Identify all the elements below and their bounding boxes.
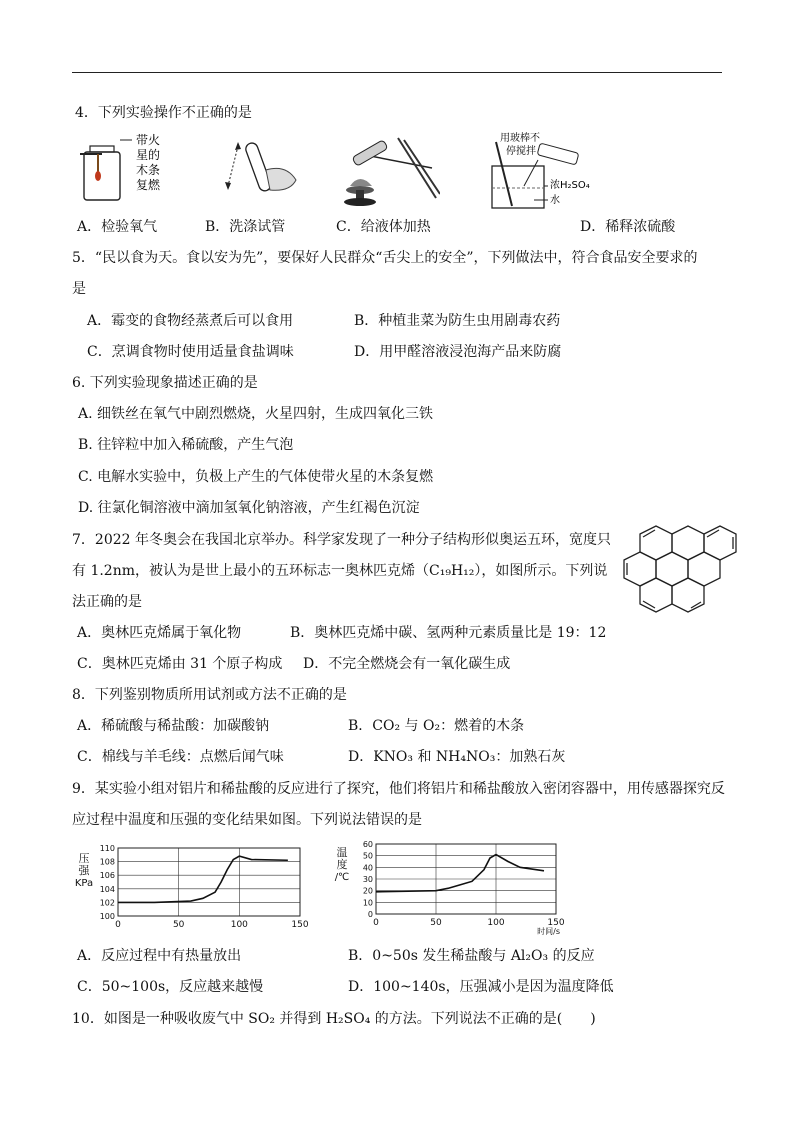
q5-option-a: A．霉变的食物经蒸煮后可以食用 bbox=[87, 313, 294, 329]
x-tick-label: 0 bbox=[115, 920, 121, 930]
y-tick-label: 110 bbox=[99, 844, 115, 853]
y-tick-label: 10 bbox=[362, 898, 373, 908]
q8-option-c: C．棉线与羊毛线：点燃后闻气味 bbox=[77, 749, 284, 765]
q7-option-a: A．奥林匹克烯属于氧化物 bbox=[77, 625, 242, 641]
olympicene-structure bbox=[610, 524, 745, 616]
q6-option-b: B. 往锌粒中加入稀硫酸，产生气泡 bbox=[78, 437, 294, 453]
x-tick-label: 100 bbox=[230, 920, 248, 930]
q4-figure-a bbox=[74, 132, 174, 208]
y-tick-label: 0 bbox=[367, 910, 373, 919]
q7-stem-line3: 法正确的是 bbox=[72, 594, 142, 610]
plot-frame bbox=[118, 848, 300, 916]
x-tick-label: 50 bbox=[172, 920, 185, 930]
q8-stem: 8．下列鉴别物质所用试剂或方法不正确的是 bbox=[72, 687, 347, 703]
q7-option-d: D．不完全燃烧会有一氧化碳生成 bbox=[303, 656, 511, 672]
x-tick-label: 100 bbox=[487, 918, 505, 928]
q6-option-a: A. 细铁丝在氧气中剧烈燃烧，火星四射，生成四氧化三铁 bbox=[78, 406, 434, 422]
temperature-chart bbox=[328, 838, 590, 938]
q9-option-a: A．反应过程中有热量放出 bbox=[77, 948, 242, 964]
y-tick-label: 100 bbox=[99, 912, 115, 921]
q9-option-d: D．100~140s，压强减小是因为温度降低 bbox=[348, 979, 614, 995]
q6-stem: 6. 下列实验现象描述正确的是 bbox=[72, 375, 258, 391]
q5-stem-line1: 5．“民以食为天。食以安为先”，要保好人民群众“舌尖上的安全”，下列做法中，符合食品安全要求的 bbox=[72, 250, 698, 266]
q5-option-b: B．种植韭菜为防生虫用剧毒农药 bbox=[354, 313, 561, 329]
q4-figure-c bbox=[340, 128, 440, 208]
fig-a-label-4: 复燃 bbox=[136, 178, 161, 192]
x-axis-label: 时间/s bbox=[537, 927, 560, 936]
q10-stem: 10．如图是一种吸收废气中 SO₂ 并得到 H₂SO₄ 的方法。下列说法不正确的是( ) bbox=[72, 1011, 596, 1027]
fig-d-label-acid: 浓H₂SO₄ bbox=[550, 180, 590, 191]
y-axis-label: 温 bbox=[336, 846, 348, 859]
q5-option-d: D．用甲醛溶液浸泡海产品来防腐 bbox=[354, 344, 562, 360]
y-tick-label: 106 bbox=[99, 871, 115, 881]
y-tick-label: 40 bbox=[362, 863, 373, 873]
header-rule bbox=[72, 72, 722, 73]
q9-option-c: C．50~100s，反应越来越慢 bbox=[77, 979, 264, 995]
y-axis-label: 压 bbox=[78, 852, 90, 865]
q7-stem-line1: 7．2022 年冬奥会在我国北京举办。科学家发现了一种分子结构形似奥运五环，宽度只 bbox=[72, 532, 611, 548]
y-tick-label: 60 bbox=[362, 840, 373, 849]
x-tick-label: 150 bbox=[547, 918, 565, 928]
q7-option-b: B．奥林匹克烯中碳、氢两种元素质量比是 19：12 bbox=[290, 625, 607, 641]
q5-stem-line2: 是 bbox=[72, 281, 86, 297]
series-line bbox=[118, 856, 288, 902]
y-axis-unit: /℃ bbox=[334, 872, 350, 883]
pressure-chart bbox=[70, 840, 320, 938]
q4-stem: 4．下列实验操作不正确的是 bbox=[75, 105, 252, 121]
y-axis-unit: KPa bbox=[74, 878, 94, 889]
series-line bbox=[376, 855, 544, 892]
q5-option-c: C．烹调食物时使用适量食盐调味 bbox=[87, 344, 294, 360]
q4-option-b: B．洗涤试管 bbox=[205, 219, 286, 235]
y-tick-label: 50 bbox=[362, 851, 373, 861]
y-tick-label: 104 bbox=[99, 884, 115, 894]
x-tick-label: 150 bbox=[291, 920, 309, 930]
fig-d-label-1: 用玻棒不 bbox=[500, 133, 540, 144]
x-tick-label: 50 bbox=[430, 918, 442, 928]
q8-option-a: A．稀硫酸与稀盐酸：加碳酸钠 bbox=[77, 718, 270, 734]
fig-a-label-2: 星的 bbox=[136, 148, 161, 162]
q4-figure-b bbox=[222, 136, 302, 202]
q7-stem-line2: 有 1.2nm，被认为是世上最小的五环标志一奥林匹克烯（C₁₉H₁₂），如图所示。下列说 bbox=[72, 563, 608, 579]
q7-option-c: C．奥林匹克烯由 31 个原子构成 bbox=[77, 656, 283, 672]
q6-option-d: D. 往氯化铜溶液中滴加氢氧化钠溶液，产生红褐色沉淀 bbox=[78, 500, 420, 516]
fig-a-label-1: 带火 bbox=[136, 133, 161, 147]
q9-stem-line1: 9．某实验小组对铝片和稀盐酸的反应进行了探究，他们将铝片和稀盐酸放入密闭容器中，用传感器探究反 bbox=[72, 781, 725, 797]
q4-option-c: C．给液体加热 bbox=[336, 219, 431, 235]
y-axis-label: 度 bbox=[336, 858, 348, 871]
y-tick-label: 102 bbox=[99, 898, 115, 908]
x-tick-label: 0 bbox=[373, 918, 379, 928]
q9-option-b: B．0~50s 发生稀盐酸与 Al₂O₃ 的反应 bbox=[348, 948, 595, 964]
y-tick-label: 20 bbox=[362, 886, 373, 896]
q8-option-d: D．KNO₃ 和 NH₄NO₃：加熟石灰 bbox=[348, 749, 566, 765]
fig-a-label-3: 木条 bbox=[136, 163, 161, 177]
y-tick-label: 30 bbox=[362, 875, 373, 884]
y-axis-label: 强 bbox=[78, 864, 90, 877]
q9-stem-line2: 应过程中温度和压强的变化结果如图。下列说法错误的是 bbox=[72, 812, 422, 828]
q4-option-a: A．检验氧气 bbox=[77, 219, 158, 235]
q8-option-b: B．CO₂ 与 O₂：燃着的木条 bbox=[348, 718, 525, 734]
fig-d-label-2: 停搅拌 bbox=[506, 146, 536, 157]
q6-option-c: C. 电解水实验中，负极上产生的气体使带火星的木条复燃 bbox=[78, 469, 434, 485]
q4-figure-d bbox=[486, 130, 596, 212]
fig-d-label-water: 水 bbox=[550, 195, 560, 206]
q4-option-d: D．稀释浓硫酸 bbox=[580, 219, 676, 235]
y-tick-label: 108 bbox=[99, 857, 115, 867]
